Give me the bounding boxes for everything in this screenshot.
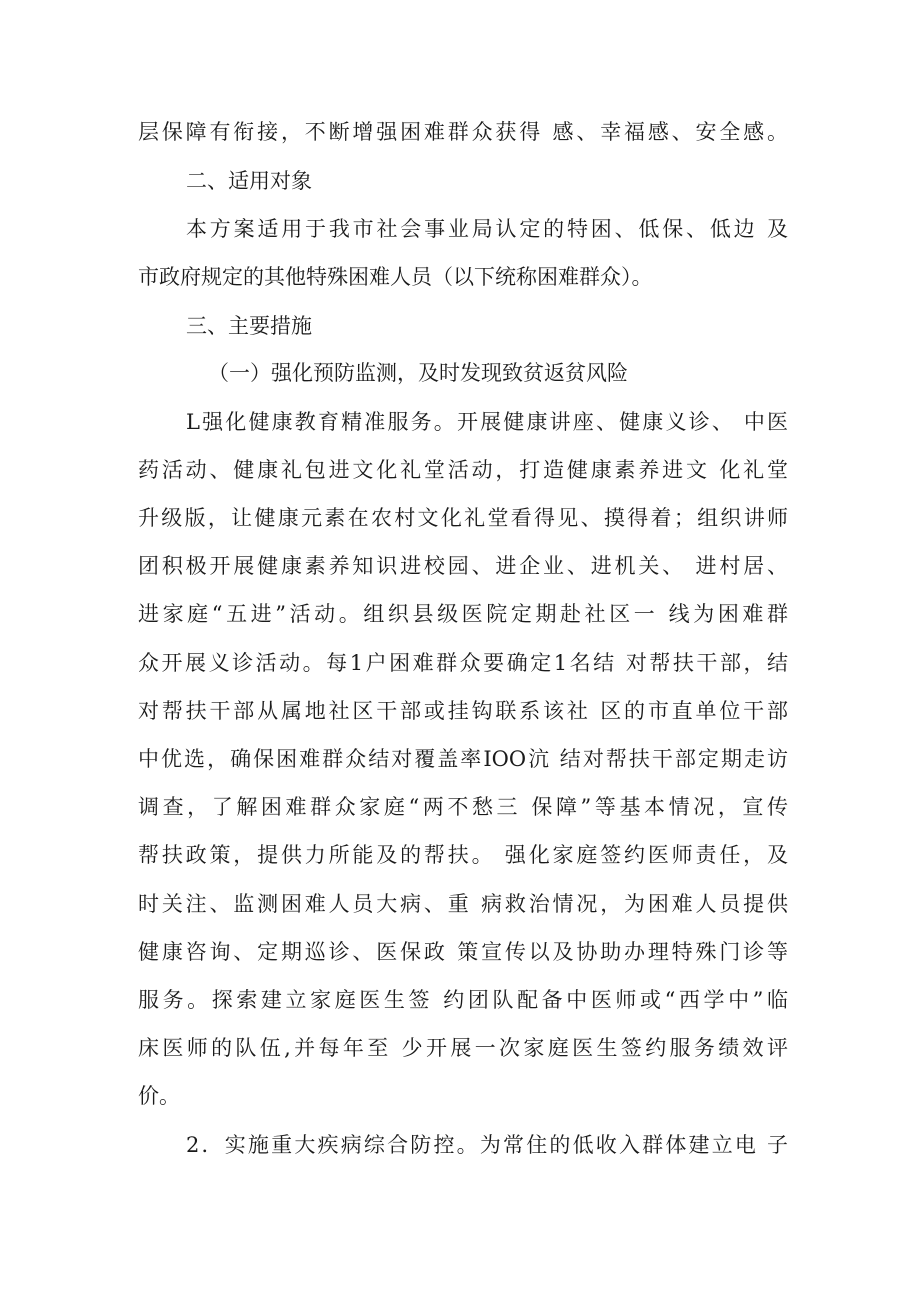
body-line-15: 调查，了解困难群众家庭“两不愁三 保障”等基本情况，宣传 bbox=[138, 795, 788, 819]
subsection-heading-1: （一）强化预防监测，及时发现致贫返贫风险 bbox=[208, 361, 628, 385]
body-line-3: 本方案适用于我市社会事业局认定的特困、低保、低边 及 bbox=[186, 217, 788, 241]
body-line-17: 时关注、监测困难人员大病、重 病救治情况，为困难人员提供 bbox=[138, 892, 788, 916]
body-line-19: 服务。探索建立家庭医生签 约团队配备中医师或“西学中”临 bbox=[138, 988, 788, 1012]
section-heading-main-measures: 三、主要措施 bbox=[186, 314, 312, 338]
body-line-13: 对帮扶干部从属地社区干部或挂钩联系该社 区的市直单位干部 bbox=[138, 699, 788, 723]
body-line-4: 市政府规定的其他特殊困难人员（以下统称困难群众）。 bbox=[138, 265, 653, 289]
body-line-8: 药活动、健康礼包进文化礼堂活动，打造健康素养进文 化礼堂 bbox=[138, 458, 788, 482]
section-heading-applicable-objects: 二、适用对象 bbox=[186, 169, 312, 193]
body-line-11: 进家庭“五进”活动。组织县级医院定期赴社区一 线为困难群 bbox=[138, 602, 788, 626]
body-line-12: 众开展义诊活动。每1户困难群众要确定1名结 对帮扶干部，结 bbox=[138, 651, 788, 675]
body-line-10: 团积极开展健康素养知识进校园、进企业、进机关、 进村居、 bbox=[138, 554, 788, 578]
body-line-18: 健康咨询、定期巡诊、医保政 策宣传以及协助办理特殊门诊等 bbox=[138, 940, 788, 964]
body-line-9: 升级版，让健康元素在农村文化礼堂看得见、摸得着；组织讲师 bbox=[138, 506, 788, 530]
body-line-7: L强化健康教育精准服务。开展健康讲座、健康义诊、 中医 bbox=[186, 410, 788, 434]
body-line-1: 层保障有衔接，不断增强困难群众获得 感、幸福感、安全感。 bbox=[138, 120, 788, 144]
body-line-16: 帮扶政策，提供力所能及的帮扶。 强化家庭签约医师责任，及 bbox=[138, 843, 788, 867]
body-line-21: 价。 bbox=[138, 1084, 180, 1108]
body-line-20: 床医师的队伍,并每年至 少开展一次家庭医生签约服务绩效评 bbox=[138, 1036, 788, 1060]
body-line-14: 中优选，确保困难群众结对覆盖率IOO沆 结对帮扶干部定期走访 bbox=[138, 747, 788, 771]
body-line-22: 2．实施重大疾病综合防控。为常住的低收入群体建立电 子 bbox=[186, 1133, 788, 1157]
